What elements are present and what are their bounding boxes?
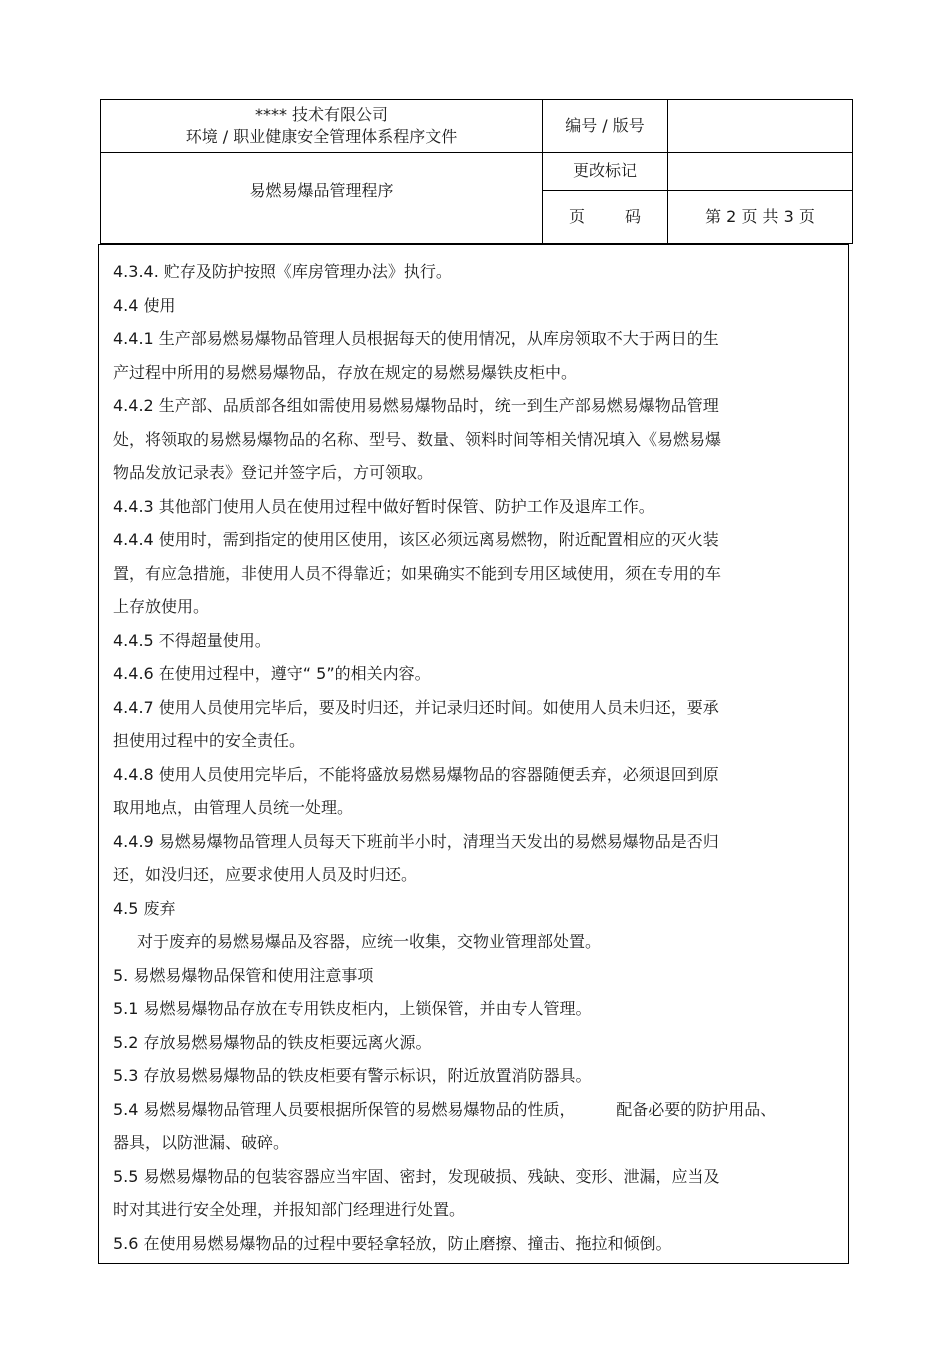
- text-line: 4.4.5 不得超量使用。: [113, 630, 271, 650]
- text-line: 上存放使用。: [113, 597, 210, 616]
- text-line: 器具，以防泄漏、破碎。: [113, 1133, 290, 1152]
- text-line: 5. 易燃易爆物品保管和使用注意事项: [113, 965, 374, 985]
- text-line: 5.2 存放易燃易爆物品的铁皮柜要远离火源。: [113, 1032, 432, 1052]
- text-line: 取用地点，由管理人员统一处理。: [113, 798, 354, 817]
- text-line: 5.3 存放易燃易爆物品的铁皮柜要有警示标识，附近放置消防器具。: [113, 1066, 592, 1085]
- company-name: **** 技术有限公司: [254, 105, 389, 125]
- page-label-cell: [543, 190, 668, 243]
- company-cell: [101, 100, 543, 153]
- text-line: 对于废弃的易燃易爆品及容器，应统一收集，交物业管理部处置。: [137, 932, 602, 951]
- text-line: 5.4 易燃易爆物品管理人员要根据所保管的易燃易爆物品的性质， 配备必要的防护用品、: [113, 1099, 777, 1119]
- text-line: 4.3.4. 贮存及防护按照《库房管理办法》执行。: [113, 262, 452, 281]
- code-label-cell: 编号 / 版号: [543, 100, 668, 153]
- page-info-cell: 第 2 页 共 3 页: [668, 190, 853, 243]
- text-line: 4.4.1 生产部易燃易爆物品管理人员根据每天的使用情况，从库房领取不大于两日的生: [113, 329, 719, 348]
- system-title: 环境 / 职业健康安全管理体系程序文件: [185, 127, 458, 147]
- code-value-cell: [668, 100, 853, 153]
- change-label-cell: 更改标记: [543, 153, 668, 191]
- text-line: 4.4 使用: [113, 295, 176, 315]
- text-line: 5.6 在使用易燃易爆物品的过程中要轻拿轻放，防止磨擦、撞击、拖拉和倾倒。: [113, 1233, 672, 1253]
- text-line: 产过程中所用的易燃易爆物品，存放在规定的易燃易爆铁皮柜中。: [113, 362, 578, 382]
- text-line: 处，将领取的易燃易爆物品的名称、型号、数量、领料时间等相关情况填入《易燃易爆: [113, 429, 722, 449]
- text-line: 4.4.2 生产部、品质部各组如需使用易燃易爆物品时，统一到生产部易燃易爆物品管理: [113, 396, 719, 415]
- text-line: 担使用过程中的安全责任。: [113, 731, 306, 750]
- page-label-b: 码: [625, 206, 642, 226]
- text-line: 物品发放记录表》登记并签字后，方可领取。: [113, 463, 434, 482]
- text-line: 4.4.7 使用人员使用完毕后，要及时归还，并记录归还时间。如使用人员未归还，要承: [113, 697, 719, 717]
- doc-title: 易燃易爆品管理程序: [249, 181, 394, 201]
- document-content: [113, 255, 833, 1260]
- text-line: 4.4.8 使用人员使用完毕后，不能将盛放易燃易爆物品的容器随便丢弃，必须退回到原: [113, 764, 719, 784]
- text-line: 置，有应急措施，非使用人员不得靠近；如果确实不能到专用区域使用，须在专用的车: [113, 563, 722, 583]
- text-line: 4.4.6 在使用过程中，遵守“ 5”的相关内容。: [113, 664, 431, 683]
- page-label-a: 页: [568, 206, 585, 226]
- document-header-table: [100, 99, 853, 244]
- text-line: 4.5 废弃: [113, 898, 176, 918]
- text-line: 5.5 易燃易爆物品的包装容器应当牢固、密封，发现破损、残缺、变形、泄漏，应当及: [113, 1166, 720, 1186]
- text-line: 4.4.9 易燃易爆物品管理人员每天下班前半小时，清理当天发出的易燃易爆物品是否归: [113, 831, 719, 851]
- text-line: 4.4.3 其他部门使用人员在使用过程中做好暂时保管、防护工作及退库工作。: [113, 496, 655, 516]
- doc-title-cell: [101, 153, 543, 244]
- text-line: 4.4.4 使用时，需到指定的使用区使用，该区必须远离易燃物，附近配置相应的灭火装: [113, 530, 719, 549]
- document-body: [98, 244, 849, 1264]
- text-line: 5.1 易燃易爆物品存放在专用铁皮柜内，上锁保管，并由专人管理。: [113, 999, 592, 1018]
- change-value-cell: [668, 153, 853, 191]
- text-line: 时对其进行安全处理，并报知部门经理进行处置。: [113, 1200, 466, 1219]
- text-line: 还，如没归还，应要求使用人员及时归还。: [113, 865, 418, 884]
